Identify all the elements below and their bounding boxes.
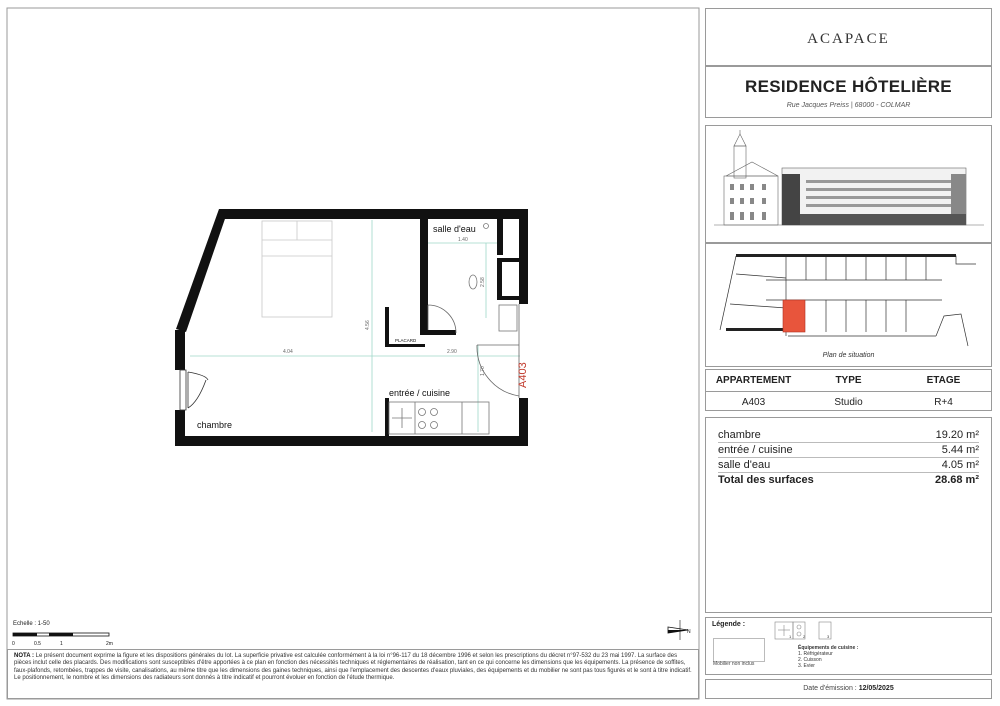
elevation-sketch [706, 126, 991, 242]
nota-prefix: NOTA : [14, 653, 34, 659]
dimension-label: 4.04 [283, 349, 293, 355]
surfaces-box [705, 417, 992, 613]
dimension-label: 1.40 [458, 237, 468, 243]
placard-label: PLACARD [395, 338, 417, 343]
equipment-number: 3 [827, 634, 830, 639]
window-left [180, 370, 208, 410]
elevation-drawing [705, 125, 992, 243]
equipment-title: Équipements de cuisine : [798, 645, 859, 651]
surface-total-label: Total des surfaces [718, 474, 814, 486]
logo-box [705, 8, 992, 66]
scale-tick-label: 1 [60, 641, 63, 647]
entrance-door [477, 304, 519, 398]
page-title: RESIDENCE HÔTELIÈRE [745, 77, 952, 96]
surface-value: 4.05 m² [941, 459, 979, 471]
nota-box [7, 649, 699, 699]
mobilier-swatch [713, 638, 765, 662]
equipment-number: 2 [803, 634, 806, 639]
column-header: APPARTEMENT [715, 375, 792, 386]
unit-highlight [783, 300, 805, 332]
apartment-table-row [706, 392, 991, 413]
date-value: 12/05/2025 [858, 685, 894, 692]
table-cell: A403 [741, 397, 766, 408]
column-header: ETAGE [926, 375, 961, 386]
bed [262, 221, 332, 317]
surface-total-row [718, 473, 979, 487]
surface-label: salle d'eau [718, 459, 771, 471]
date-label: Date d'émission : [803, 685, 857, 692]
surface-row [718, 443, 979, 458]
scale-tick-label: 2m [106, 641, 113, 647]
dimension-lines [190, 220, 520, 432]
surface-value: 19.20 m² [935, 429, 979, 441]
equipment-item: 2. Cuisson [798, 657, 822, 663]
dimension-label: 4.56 [365, 320, 371, 330]
bathroom-door [428, 305, 456, 333]
table-cell: Studio [834, 397, 863, 408]
logo: ACAPACE [807, 31, 890, 47]
dimension-label: 2.90 [447, 349, 457, 355]
surface-label: entrée / cuisine [718, 444, 793, 456]
equipment-item: 1. Réfrigérateur [798, 651, 833, 657]
equipment-icons [773, 620, 833, 642]
sheet-border [7, 8, 699, 699]
scale-tick-label: 0.5 [34, 641, 41, 647]
surface-value: 5.44 m² [941, 444, 979, 456]
table-cell: R+4 [934, 397, 953, 408]
north-label: N [687, 629, 691, 635]
scale-tick-label: 0 [12, 641, 15, 647]
surface-row [718, 428, 979, 443]
kitchen-unit [389, 402, 489, 434]
walls [175, 209, 528, 446]
legend-title: Légende : [712, 621, 746, 628]
site-plan [705, 243, 992, 367]
site-plan-drawing [706, 244, 991, 350]
address: Rue Jacques Preiss | 68000 - COLMAR [786, 102, 911, 109]
north-arrow-icon [668, 620, 691, 640]
surface-total-value: 28.68 m² [934, 474, 979, 486]
dimension-label: 1.70 [480, 366, 486, 376]
room-label-entree-cuisine: entrée / cuisine [389, 388, 451, 398]
legend-mobilier: Mobilier non inclus [713, 661, 755, 667]
scale-bar [12, 633, 113, 647]
site-caption: Plan de situation [822, 352, 875, 359]
scale-label: Echelle : 1-50 [13, 621, 50, 627]
date-box [705, 679, 992, 699]
room-label-salle-deau: salle d'eau [433, 224, 476, 234]
room-label-chambre: chambre [197, 420, 233, 430]
surface-row [718, 458, 979, 473]
title-box [705, 66, 992, 118]
apartment-table [705, 369, 992, 411]
dimension-label: 2.58 [480, 277, 486, 287]
nota-text: Le présent document exprime la figure et les dispositions générales du lot. La superficie privative est calculée conformément à la loi n°96-117 du 18 décembre 1996 et selon les prescriptions du décret n°97-532 du 23 mai 1997. La surface des pièces inclut celle des placards. Des modifications sont susceptibles d'être apportées à ce plan en fonction des nécessités techniques et réglementaires de réalisation, tant en ce qui concerne les dimensions que les équipements. La présence de soffites, faux-plafonds, retombées, trappes de visite, canalisations, au même titre que les dimensions des gaines techniques, ainsi que l'emplacement des descentes d'eaux pluviales, des équipements et du mobilier ne sont pas tous figurés et le sont à titre indicatif. Le positionnement, le nombre et les dimensions des radiateurs sont donnés à titre indicatif et pourront évoluer en fonction de l'étude thermique. [14, 653, 692, 682]
equipment-list [798, 645, 858, 669]
equipment-number: 1 [789, 634, 792, 639]
apartment-table-header [706, 370, 991, 392]
column-header: TYPE [835, 375, 862, 386]
door-tag: A403 [517, 362, 529, 388]
equipment-item: 3. Evier [798, 663, 815, 669]
legend-box [705, 617, 992, 675]
bathroom-fixtures [469, 224, 517, 332]
surface-label: chambre [718, 429, 761, 441]
